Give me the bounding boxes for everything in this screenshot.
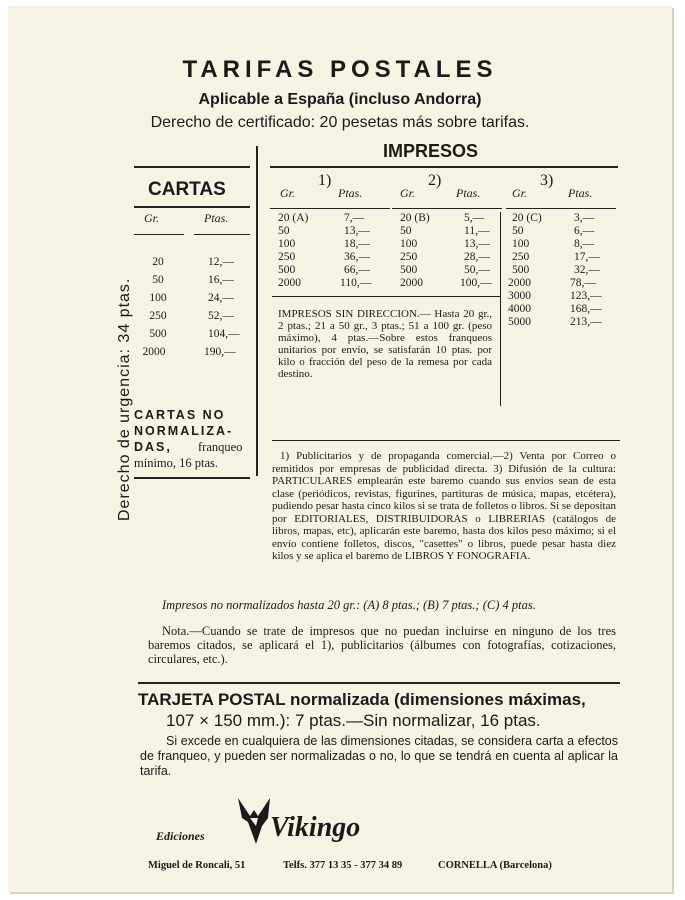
group3-col-ptas: Ptas. [568, 186, 593, 200]
group3-ptas-3: 17,— [574, 251, 600, 263]
tarjeta-line-1: TARJETA POSTAL normalizada (dimensiones máximas, [138, 690, 586, 709]
no-norm-line1: CARTAS NO [134, 408, 226, 422]
group1-ptas-0: 7,— [344, 212, 365, 224]
group2-col-ptas: Ptas. [456, 186, 481, 200]
group2-gr-3: 250 [400, 251, 418, 263]
urgencia-note: Derecho de urgencia: 34 ptas. [116, 277, 133, 521]
group1-rule [270, 208, 390, 209]
notes-paragraph-2: Impresos no normalizados hasta 20 gr.: (A) 8 ptas.; (B) 7 ptas.; (C) 4 ptas. [162, 598, 536, 612]
notes-top-rule [272, 440, 620, 441]
cartas-ptas-1: 16,— [208, 274, 234, 286]
impresos-sin-direccion: IMPRESOS SIN DIRECCION.— Hasta 20 gr., 2 ptas.; 21 a 50 gr., 3 ptas.; 51 a 100 gr. (peso máximo), 4 ptas.—Sobre estos franqueos unitarios por envío, se satisfarán 10 ptas. por kilo o fracción del peso de la remesa por cada destino. [278, 308, 492, 380]
tarjeta-line-2: 107 × 150 mm.): 7 ptas.—Sin normalizar, 16 ptas. [166, 711, 541, 730]
group2-ptas-1: 11,— [464, 225, 490, 237]
cartas-gr-rule [134, 234, 184, 235]
group3-gr-0: 20 (C) [512, 212, 542, 224]
group1-gr-5: 2000 [278, 277, 301, 289]
group2-gr-5: 2000 [400, 277, 423, 289]
cartas-ptas-2: 24,— [208, 292, 234, 304]
notes-paragraph-3: Nota.—Cuando se trate de impresos que no puedan incluirse en ninguno de los tres baremos citados, se aplicará el 1), publicitarios (álbumes con fotografías, cotizaciones, circulares, etc.). [148, 624, 616, 666]
tarjeta-top-rule [138, 682, 620, 684]
group1-gr-0: 20 (A) [278, 212, 309, 224]
group3-ptas-2: 8,— [574, 238, 595, 250]
group3-gr-5: 2000 [508, 277, 531, 289]
cartas-gr-5: 2000 [142, 346, 166, 358]
postal-rates-sheet [8, 6, 672, 892]
group2-number: 2) [428, 172, 442, 189]
cartas-ptas-rule [194, 234, 250, 235]
group1-ptas-2: 18,— [344, 238, 370, 250]
group2-rule [392, 208, 502, 209]
no-norm-line4: mínimo, 16 ptas. [134, 456, 219, 470]
certificado-note: Derecho de certificado: 20 pesetas más sobre tarifas. [150, 114, 530, 131]
group3-gr-3: 250 [512, 251, 530, 263]
tarjeta-body: Si excede en cualquiera de las dimensiones citadas, se considera carta a efectos de franqueo, y pueden ser normalizadas o no, lo que se tendrá en cuenta al aplicar la tarifa. [140, 734, 618, 778]
group2-gr-1: 50 [400, 225, 412, 237]
group1-ptas-1: 13,— [344, 225, 370, 237]
group3-ptas-6: 123,— [570, 290, 602, 302]
group1-gr-3: 250 [278, 251, 296, 263]
impresos-title: IMPRESOS [383, 141, 479, 161]
group1-gr-1: 50 [278, 225, 290, 237]
group1-gr-4: 500 [278, 264, 296, 276]
cartas-col-gr: Gr. [144, 211, 160, 225]
group2-gr-2: 100 [400, 238, 418, 250]
group2-gr-0: 20 (B) [400, 212, 430, 224]
cartas-col-ptas: Ptas. [204, 211, 229, 225]
group3-gr-6: 3000 [508, 290, 531, 302]
group1-gr-2: 100 [278, 238, 296, 250]
group3-ptas-5: 78,— [570, 277, 596, 289]
cartas-ptas-5: 190,— [204, 346, 236, 358]
footer-city: CORNELLA (Barcelona) [438, 860, 552, 871]
group3-gr-8: 5000 [508, 316, 531, 328]
brand-logo: Vikingo [270, 812, 361, 843]
vertical-divider [256, 146, 258, 476]
group2-gr-4: 500 [400, 264, 418, 276]
page-title: TARIFAS POSTALES [182, 56, 498, 83]
group3-number: 3) [540, 172, 554, 189]
cartas-ptas-3: 52,— [208, 310, 234, 322]
cartas-gr-3: 250 [149, 310, 167, 322]
cartas-header-rule [134, 206, 250, 208]
ediciones-label: Ediciones [156, 829, 205, 843]
cartas-bottom-rule [134, 477, 250, 479]
notes-paragraph-1: 1) Publicitarios y de propaganda comercial.—2) Venta por Correo o remitidos por empresas de publicidad directa. 3) Difusión de la cultura: PARTICULARES emplearán este baremo cuando sus envíos sean de esta clase (periódicos, revistas, figurines, partituras de música, mapas, etcétera), pudiendo pesar hasta cinco kilos si se trata de folletos o libros. Si se depositan por EDITORIALES, DISTRIBUIDORAS o LIBRERIAS (catálogos de libros, mapas, etc), aplicarán este baremo, hasta dos kilos peso máximo; si el envío contiene folletos, discos, "casettes" o libros, puede pesar hasta diez kilos y se aplica el baremo de LIBROS Y FONOGRAFIA. [272, 450, 616, 562]
cartas-gr-4: 500 [149, 328, 167, 340]
sin-direccion-top-rule [272, 296, 500, 297]
group1-ptas-3: 36,— [344, 251, 370, 263]
group3-ptas-8: 213,— [570, 316, 602, 328]
group3-ptas-7: 168,— [570, 303, 602, 315]
cartas-title: CARTAS [148, 179, 226, 200]
group2-ptas-5: 100,— [460, 277, 492, 289]
group3-col-gr: Gr. [512, 186, 528, 200]
cartas-ptas-4: 104,— [208, 328, 240, 340]
cartas-gr-1: 50 [152, 274, 164, 286]
cartas-gr-0: 20 [152, 256, 164, 268]
group2-ptas-3: 28,— [464, 251, 490, 263]
group1-col-gr: Gr. [280, 186, 296, 200]
no-norm-line2: NORMALIZA- [134, 424, 234, 438]
no-norm-line3b: franqueo [198, 440, 243, 454]
group2-right-divider [500, 212, 501, 406]
impresos-top-rule [270, 166, 618, 168]
group3-rule [506, 208, 616, 209]
group1-number: 1) [318, 172, 332, 189]
group2-col-gr: Gr. [400, 186, 416, 200]
group2-ptas-0: 5,— [464, 212, 485, 224]
group3-gr-2: 100 [512, 238, 530, 250]
group1-col-ptas: Ptas. [338, 186, 363, 200]
group2-ptas-4: 50,— [464, 264, 490, 276]
cartas-ptas-0: 12,— [208, 256, 234, 268]
footer-phones: Telfs. 377 13 35 - 377 34 89 [283, 860, 403, 871]
group3-gr-1: 50 [512, 225, 524, 237]
group2-ptas-2: 13,— [464, 238, 490, 250]
group1-ptas-5: 110,— [340, 277, 372, 289]
group3-ptas-4: 32,— [574, 264, 600, 276]
cartas-top-rule [134, 166, 250, 168]
group3-gr-7: 4000 [508, 303, 531, 315]
group1-ptas-4: 66,— [344, 264, 370, 276]
no-norm-line3a: DAS, [134, 440, 172, 454]
group3-gr-4: 500 [512, 264, 530, 276]
group3-ptas-1: 6,— [574, 225, 595, 237]
cartas-gr-2: 100 [149, 292, 167, 304]
group3-ptas-0: 3,— [574, 212, 595, 224]
page-subtitle: Aplicable a España (incluso Andorra) [198, 91, 482, 108]
footer-address: Miguel de Roncali, 51 [148, 860, 246, 871]
